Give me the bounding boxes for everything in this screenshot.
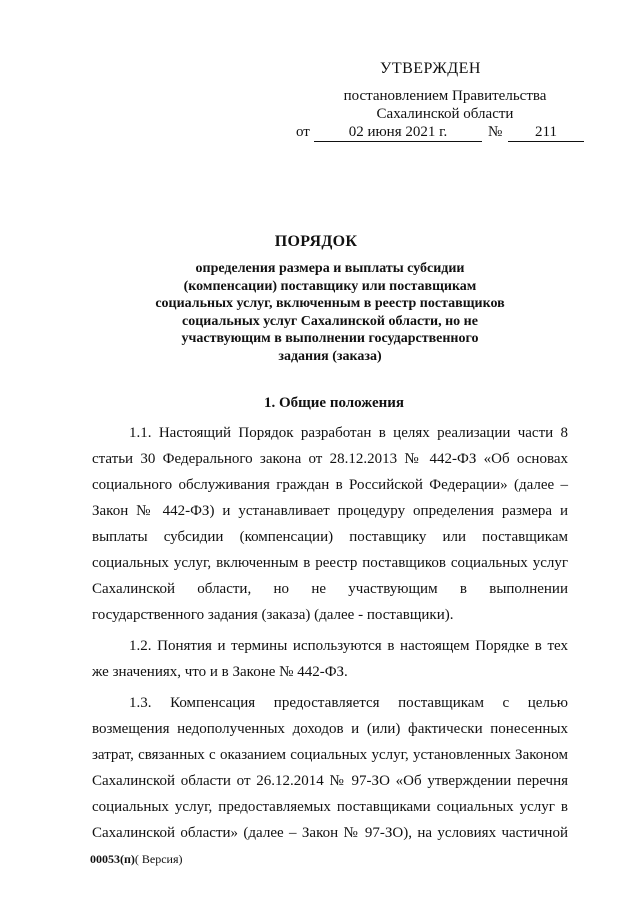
footer-version: ( Версия) bbox=[134, 852, 183, 866]
subtitle-line: задания (заказа) bbox=[278, 348, 382, 364]
text-line: социальных услуг, предоставляемых поставщиками социальных услуг в bbox=[92, 799, 568, 815]
paragraph-1-2 bbox=[92, 633, 568, 685]
text-line: возмещения недополученных доходов и (или) фактически понесенных bbox=[92, 721, 568, 737]
date-from-label: от bbox=[296, 124, 310, 140]
approved-stamp: УТВЕРЖДЕН bbox=[380, 60, 481, 77]
section-heading: 1. Общие положения bbox=[263, 395, 405, 411]
subtitle-line: социальных услуг Сахалинской области, но не bbox=[182, 313, 478, 329]
decree-date: 02 июня 2021 г. bbox=[314, 124, 482, 142]
text-line: социальных услуг, включенным в реестр поставщиков социальных услуг bbox=[92, 555, 568, 571]
text-line: же значениях, что и в Законе № 442-ФЗ. bbox=[92, 664, 348, 680]
footer-code: 00053(п) bbox=[90, 852, 135, 866]
paragraph-1-1 bbox=[92, 420, 568, 628]
subtitle-line: социальных услуг, включенным в реестр поставщиков bbox=[155, 296, 505, 311]
text-line: затрат, связанных с оказанием социальных услуг, установленных Законом bbox=[92, 747, 568, 763]
number-label: № bbox=[488, 124, 503, 140]
subtitle-line: определения размера и выплаты субсидии bbox=[195, 261, 465, 276]
decree-line-1: постановлением Правительства bbox=[343, 88, 547, 104]
document-footer bbox=[90, 852, 183, 867]
text-line: Сахалинской области от 26.12.2014 № 97-ЗО «Об утверждении перечня bbox=[92, 773, 568, 789]
subtitle-line: участвующим в выполнении государственного bbox=[181, 331, 479, 346]
decree-line-2: Сахалинской области bbox=[376, 106, 514, 122]
text-line: статьи 30 Федерального закона от 28.12.2013 № 442-ФЗ «Об основах bbox=[92, 451, 568, 467]
text-line: 1.2. Понятия и термины используются в настоящем Порядке в тех bbox=[129, 638, 568, 654]
text-line: 1.1. Настоящий Порядок разработан в целях реализации части 8 bbox=[129, 425, 568, 441]
decree-number: 211 bbox=[508, 124, 584, 142]
document-title: ПОРЯДОК bbox=[274, 233, 358, 250]
text-line: выплаты субсидии (компенсации) поставщику или поставщикам bbox=[92, 529, 568, 545]
text-line: Сахалинской области, но не участвующим в выполнении bbox=[92, 581, 568, 597]
document-subtitle bbox=[120, 260, 540, 365]
text-line: государственного задания (заказа) (далее - поставщики). bbox=[92, 607, 454, 623]
subtitle-line: (компенсации) поставщику или поставщикам bbox=[183, 278, 477, 294]
document-body bbox=[92, 420, 568, 846]
text-line: социального обслуживания граждан в Российской Федерации» (далее – bbox=[92, 477, 568, 493]
text-line: 1.3. Компенсация предоставляется поставщикам с целью bbox=[129, 695, 568, 711]
text-line: Закон № 442-ФЗ) и устанавливает процедуру определения размера и bbox=[92, 503, 568, 519]
text-line: Сахалинской области» (далее – Закон № 97-ЗО), на условиях частичной bbox=[92, 825, 568, 841]
paragraph-1-3 bbox=[92, 690, 568, 846]
